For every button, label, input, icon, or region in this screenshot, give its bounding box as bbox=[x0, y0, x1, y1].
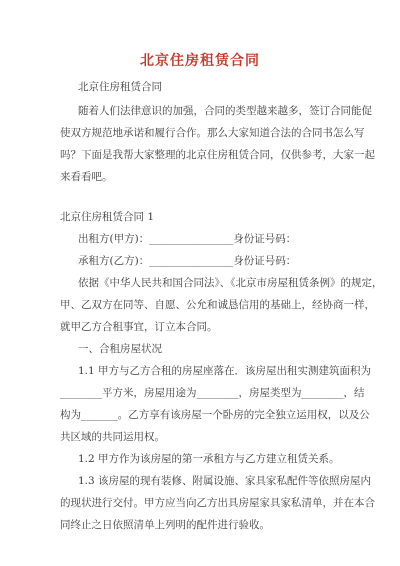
paragraph-line: 使双方规范地承诺和履行合作。那么大家知道合法的合同书怎么写 bbox=[60, 127, 365, 139]
paragraph-line: 就甲乙方合租事宜，订立本合同。 bbox=[60, 321, 218, 333]
paragraph-line: 依据《中华人民共和国合同法》、《北京市房屋租赁条例》的规定， bbox=[78, 277, 383, 289]
paragraph-line: 来看看吧。 bbox=[60, 171, 113, 183]
contract-heading: 北京住房租赁合同 1 bbox=[60, 211, 155, 223]
clause-line: 1.3 该房屋的现有装修、附属设施、家具家私配件等依照房屋内 bbox=[78, 475, 372, 487]
clause-line: 共区域的共同运用权。 bbox=[60, 431, 165, 443]
section-heading: 一、合租房屋状况 bbox=[78, 343, 162, 355]
lessee-field: 承租方(乙方)：________________身份证号码： bbox=[78, 255, 297, 267]
clause-line: ________平方米，房屋用途为________，房屋类型为________，结 bbox=[60, 387, 365, 399]
document-title: 北京住房租赁合同 bbox=[140, 53, 260, 69]
lessor-field: 出租方(甲方)：________________身份证号码： bbox=[78, 233, 297, 245]
clause-line: 构为_______。乙方享有该房屋一个卧房的完全独立运用权，以及公 bbox=[60, 409, 370, 421]
clause-line: 1.2 甲方作为该房屋的第一承租方与乙方建立租赁关系。 bbox=[78, 453, 340, 465]
clause-line: 的现状进行交付。甲方应当向乙方出具房屋家具家私清单，并在本合 bbox=[60, 497, 375, 509]
doc-subtitle: 北京住房租赁合同 bbox=[78, 81, 162, 93]
paragraph-line: 随着人们法律意识的加强，合同的类型越来越多，签订合同能促 bbox=[78, 105, 372, 117]
clause-line: 同终止之日依照清单上列明的配件进行验收。 bbox=[60, 519, 270, 531]
paragraph-line: 吗？下面是我帮大家整理的北京住房租赁合同，仅供参考，大家一起 bbox=[60, 149, 375, 161]
paragraph-line: 甲、乙双方在同等、自愿、公允和诚恳信用的基础上，经协商一样， bbox=[60, 299, 375, 311]
clause-line: 1.1 甲方与乙方合租的房屋座落在．该房屋出租实测建筑面积为 bbox=[78, 365, 372, 377]
